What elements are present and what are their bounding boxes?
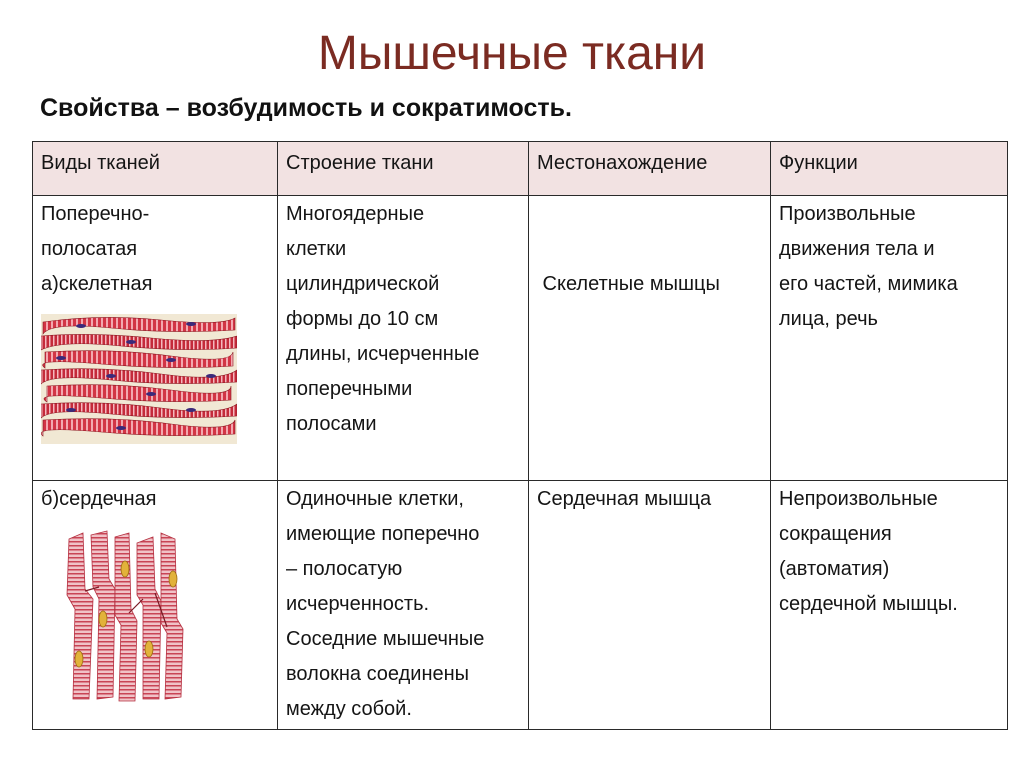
header-tissue-types: Виды тканей bbox=[33, 142, 278, 196]
slide-title: Мышечные ткани bbox=[317, 27, 707, 80]
function-line: (автоматия) bbox=[779, 558, 890, 580]
structure-line: между собой. bbox=[286, 698, 412, 720]
structure-line: имеющие поперечно bbox=[286, 523, 480, 545]
muscle-tissue-table bbox=[32, 141, 1008, 730]
tissue-type-line: полосатая bbox=[41, 238, 138, 260]
cell-location bbox=[529, 196, 771, 481]
function-line: лица, речь bbox=[779, 308, 878, 330]
slide-subtitle: Свойства – возбудимость и сократимость. bbox=[40, 94, 572, 122]
location-text: Скелетные мышцы bbox=[537, 273, 720, 295]
location-text: Сердечная мышца bbox=[537, 488, 712, 510]
table-row bbox=[33, 196, 1008, 481]
tissue-type-line: а)скелетная bbox=[41, 273, 153, 295]
function-line: сердечной мышцы. bbox=[779, 593, 958, 615]
function-line: Произвольные bbox=[779, 203, 916, 225]
skeletal-muscle-image bbox=[41, 314, 237, 444]
structure-line: исчерченность. bbox=[286, 593, 430, 615]
function-line: его частей, мимика bbox=[779, 273, 958, 295]
cell-function bbox=[771, 196, 1008, 481]
structure-line: клетки bbox=[286, 238, 347, 260]
structure-line: формы до 10 см bbox=[286, 308, 439, 330]
table-header-row bbox=[33, 142, 1008, 196]
function-line: Непроизвольные bbox=[779, 488, 938, 510]
cardiac-muscle-image bbox=[63, 529, 193, 704]
header-functions: Функции bbox=[771, 142, 1008, 196]
tissue-type-line: Поперечно- bbox=[41, 203, 150, 225]
structure-line: Многоядерные bbox=[286, 203, 425, 225]
cell-function bbox=[771, 481, 1008, 730]
structure-line: волокна соединены bbox=[286, 663, 470, 685]
cell-structure bbox=[278, 196, 529, 481]
table-row bbox=[33, 481, 1008, 730]
cell-tissue-type bbox=[33, 196, 278, 481]
structure-line: длины, исчерченные bbox=[286, 343, 480, 365]
cell-structure bbox=[278, 481, 529, 730]
structure-line: Одиночные клетки, bbox=[286, 488, 464, 510]
function-line: сокращения bbox=[779, 523, 892, 545]
structure-line: поперечными bbox=[286, 378, 413, 400]
cell-tissue-type bbox=[33, 481, 278, 730]
structure-line: – полосатую bbox=[286, 558, 403, 580]
function-line: движения тела и bbox=[779, 238, 935, 260]
structure-line: полосами bbox=[286, 413, 377, 435]
cell-location bbox=[529, 481, 771, 730]
structure-line: цилиндрической bbox=[286, 273, 440, 295]
structure-line: Соседние мышечные bbox=[286, 628, 485, 650]
header-location: Местонахождение bbox=[529, 142, 771, 196]
tissue-type-line: б)сердечная bbox=[41, 488, 157, 510]
header-structure: Строение ткани bbox=[278, 142, 529, 196]
